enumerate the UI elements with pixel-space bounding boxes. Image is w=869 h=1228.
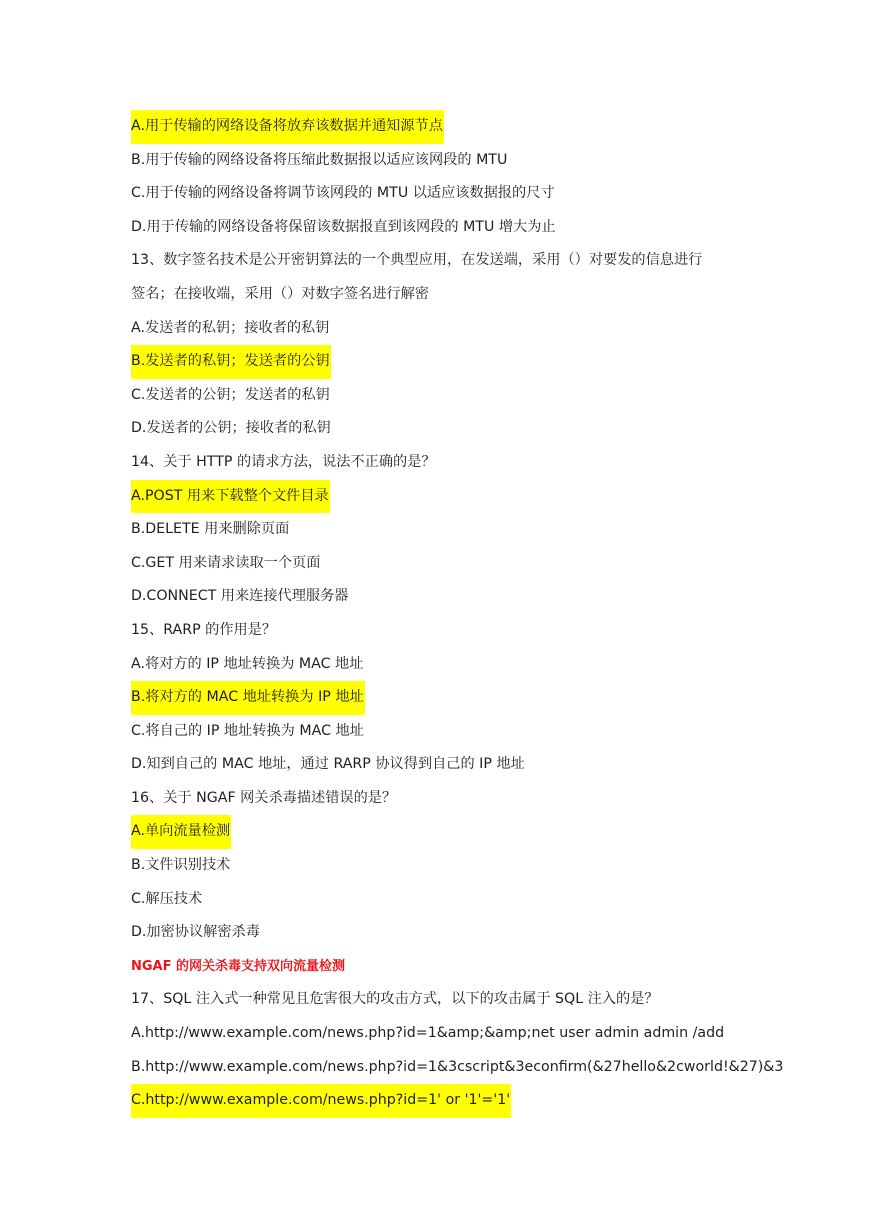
q12-option-c: C.用于传输的网络设备将调节该网段的 MTU 以适应该数据报的尺寸 [131, 185, 555, 202]
q16-option-b: B.文件识别技术 [131, 857, 231, 874]
q16-option-c: C.解压技术 [131, 890, 203, 907]
q14-option-c: C.GET 用来请求读取一个页面 [131, 554, 321, 571]
q15-option-d: D.知到自己的 MAC 地址，通过 RARP 协议得到自己的 IP 地址 [131, 756, 525, 773]
q17-question: 17、SQL 注入式一种常见且危害很大的攻击方式，以下的攻击属于 SQL 注入的是？ [131, 991, 659, 1008]
q13-question-line-2: 签名；在接收端，采用（）对数字签名进行解密 [131, 285, 429, 302]
q17-option-b: B.http://www.example.com/news.php?id=1&3cscript&3econfirm(&27hello&2cworld!&27)&3 [131, 1058, 784, 1075]
q13-option-a: A.发送者的私钥；接收者的私钥 [131, 319, 330, 336]
q12-option-a: A.用于传输的网络设备将放弃该数据并通知源节点 [131, 110, 831, 144]
q13-question-line-1: 13、数字签名技术是公开密钥算法的一个典型应用，在发送端，采用（）对要发的信息进行 [131, 252, 703, 269]
q13-option-b: B.发送者的私钥；发送者的公钥 [131, 345, 831, 379]
q12-option-b: B.用于传输的网络设备将压缩此数据报以适应该网段的 MTU [131, 151, 508, 168]
q15-option-b: B.将对方的 MAC 地址转换为 IP 地址 [131, 681, 831, 715]
q16-question: 16、关于 NGAF 网关杀毒描述错误的是？ [131, 789, 397, 806]
q17-option-a: A.http://www.example.com/news.php?id=1&amp;&amp;net user admin admin /add [131, 1025, 725, 1042]
q14-option-b: B.DELETE 用来删除页面 [131, 521, 290, 538]
q14-question: 14、关于 HTTP 的请求方法，说法不正确的是？ [131, 453, 436, 470]
q13-option-c: C.发送者的公钥；发送者的私钥 [131, 386, 330, 403]
q14-option-d: D.CONNECT 用来连接代理服务器 [131, 588, 349, 605]
q15-option-c: C.将自己的 IP 地址转换为 MAC 地址 [131, 722, 364, 739]
q15-question: 15、RARP 的作用是？ [131, 621, 277, 638]
q13-option-d: D.发送者的公钥；接收者的私钥 [131, 420, 331, 437]
q16-option-d: D.加密协议解密杀毒 [131, 924, 260, 941]
document-page [131, 110, 831, 1118]
q14-option-a: A.POST 用来下载整个文件目录 [131, 480, 831, 514]
q17-option-c: C.http://www.example.com/news.php?id=1' or '1'='1' [131, 1084, 831, 1118]
q16-answer-note: NGAF 的网关杀毒支持双向流量检测 [131, 958, 346, 974]
q15-option-a: A.将对方的 IP 地址转换为 MAC 地址 [131, 655, 364, 672]
q16-option-a: A.单向流量检测 [131, 815, 831, 849]
q12-option-d: D.用于传输的网络设备将保留该数据报直到该网段的 MTU 增大为止 [131, 218, 556, 235]
